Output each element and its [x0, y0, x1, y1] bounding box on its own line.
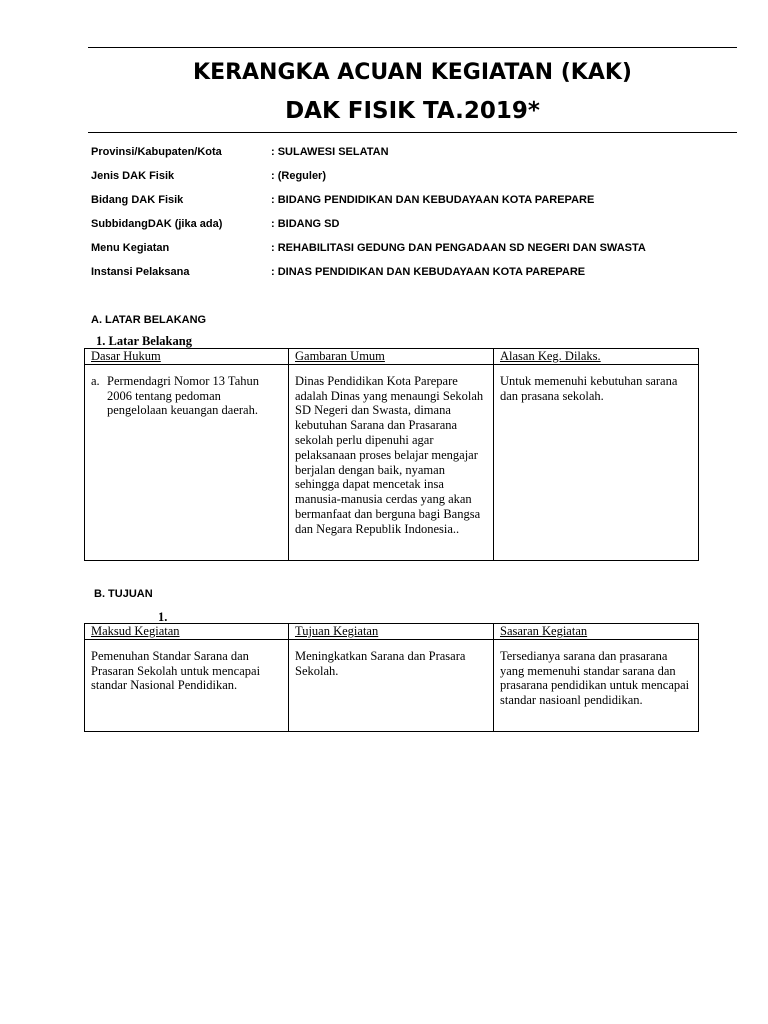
list-item [91, 374, 282, 418]
dasar-hukum-cell [85, 364, 289, 560]
dasar-hukum-text: Permendagri Nomor 13 Tahun 2006 tentang pedoman pengelolaan keuangan daerah. [107, 373, 259, 418]
top-rule [88, 47, 737, 48]
section-a-subheading: 1. Latar Belakang [96, 334, 192, 348]
info-value: : BIDANG SD [271, 218, 340, 230]
column-header-maksud: Maksud Kegiatan [85, 624, 289, 640]
maksud-cell: Pemenuhan Standar Sarana dan Prasaran Sekolah untuk mencapai standar Nasional Pendidikan. [85, 639, 289, 731]
column-header-sasaran: Sasaran Kegiatan [494, 624, 699, 640]
info-row-instansi [91, 266, 585, 278]
list-marker: a. [91, 373, 100, 388]
column-header-dasar-hukum: Dasar Hukum [85, 349, 289, 365]
info-label: Provinsi/Kabupaten/Kota [91, 146, 222, 158]
info-row-menu [91, 242, 646, 254]
table-row [85, 364, 699, 560]
info-value: : BIDANG PENDIDIKAN DAN KEBUDAYAAN KOTA PAREPARE [271, 194, 595, 206]
alasan-cell: Untuk memenuhi kebutuhan sarana dan prasana sekolah. [494, 364, 699, 560]
table-header-row [85, 349, 699, 365]
section-a-heading: A. LATAR BELAKANG [91, 314, 207, 326]
column-header-alasan: Alasan Keg. Dilaks. [494, 349, 699, 365]
info-label: Menu Kegiatan [91, 242, 170, 254]
document-title: KERANGKA ACUAN KEGIATAN (KAK) [193, 60, 632, 85]
info-label: SubbidangDAK (jika ada) [91, 218, 223, 230]
info-label: Jenis DAK Fisik [91, 170, 175, 182]
info-value: : (Reguler) [271, 170, 326, 182]
info-row-subbidang [91, 218, 339, 230]
info-label: Instansi Pelaksana [91, 266, 190, 278]
info-value: : REHABILITASI GEDUNG DAN PENGADAAN SD NEGERI DAN SWASTA [271, 242, 646, 254]
info-row-provinsi [91, 146, 389, 158]
column-header-gambaran-umum: Gambaran Umum [289, 349, 494, 365]
info-value: : DINAS PENDIDIKAN DAN KEBUDAYAAN KOTA PAREPARE [271, 266, 586, 278]
column-header-tujuan: Tujuan Kegiatan [289, 624, 494, 640]
gambaran-umum-cell: Dinas Pendidikan Kota Parepare adalah Dinas yang menaungi Sekolah SD Negeri dan Swasta, dimana kebutuhan Sarana dan Prasarana sekolah perlu dipenuhi agar pelaksanaan proses belajar mengajar berjalan dengan baik, nyaman sehingga dapat mencetak insa manusia-manusia cerdas yang akan bermanfaat dan berguna bagi Bangsa dan Negara Republik Indonesia.. [289, 364, 494, 560]
info-value: : SULAWESI SELATAN [271, 146, 389, 158]
tujuan-cell: Meningkatkan Sarana dan Prasara Sekolah. [289, 639, 494, 731]
tujuan-table [84, 623, 699, 732]
section-b-subheading: 1. [158, 610, 168, 624]
table-row [85, 639, 699, 731]
info-label: Bidang DAK Fisik [91, 194, 184, 206]
latar-belakang-table [84, 348, 699, 561]
table-header-row [85, 624, 699, 640]
title-rule [88, 132, 737, 133]
info-row-bidang [91, 194, 594, 206]
section-b-heading: B. TUJUAN [94, 588, 153, 600]
sasaran-cell: Tersedianya sarana dan prasarana yang memenuhi standar sarana dan prasarana pendidikan untuk mencapai standar nasioanl pendidikan. [494, 639, 699, 731]
document-subtitle: DAK FISIK TA.2019* [285, 98, 540, 124]
info-row-jenis [91, 170, 326, 182]
